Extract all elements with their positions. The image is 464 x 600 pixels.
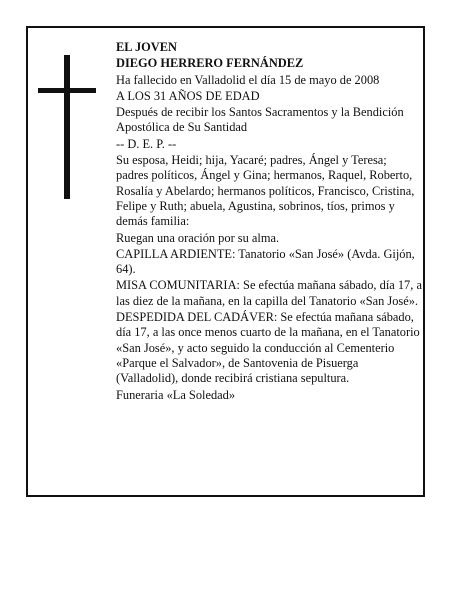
funeral-home-line: Funeraria «La Soledad» [116,387,236,402]
deceased-name: DIEGO HERRERO FERNÁNDEZ [116,56,304,71]
sacraments-paragraph: Después de recibir los Santos Sacramentos y la Bendición Apostólica de Su Santidad [116,105,404,135]
farewell-paragraph: DESPEDIDA DEL CADÁVER: Se efectúa mañana sábado, día 17, a las once menos cuarto de la mañana, en el Tanatorio «San José», y acto seguido la conducción al Cementerio «Parque el Salvador», de Santovenia de Pisuerga (Valladolid), donde recibirá cristiana sepultura. [116,310,420,386]
cross-horizontal-bar [38,88,96,93]
mass-paragraph: MISA COMUNITARIA: Se efectúa mañana sábado, día 17, a las diez de la mañana, en la capilla del Tanatorio «San José». [116,278,422,308]
obituary-text [116,40,422,404]
title-line-1: EL JOVEN [116,40,177,54]
chapel-paragraph: CAPILLA ARDIENTE: Tanatorio «San José» (Avda. Gijón, 64). [116,246,415,277]
obituary-notice [26,26,425,497]
age-line: A LOS 31 AÑOS DE EDAD [116,88,260,103]
cross-vertical-bar [64,55,70,199]
cross-icon [38,55,96,199]
death-announcement: Ha fallecido en Valladolid el día 15 de mayo de 2008 [116,72,380,87]
prayer-line: Ruegan una oración por su alma. [116,230,280,245]
dep-line: -- D. E. P. -- [116,136,177,151]
family-paragraph: Su esposa, Heidi; hija, Yacaré; padres, Ángel y Teresa; padres políticos, Ángel y Gina; hermanos, Raquel, Roberto, Rosalía y Abelardo; hermanos políticos, Francisco, Cristina, Felipe y Ruth; abuela, Agustina, sobrinos, tíos, primos y demás familia: [116,153,415,229]
